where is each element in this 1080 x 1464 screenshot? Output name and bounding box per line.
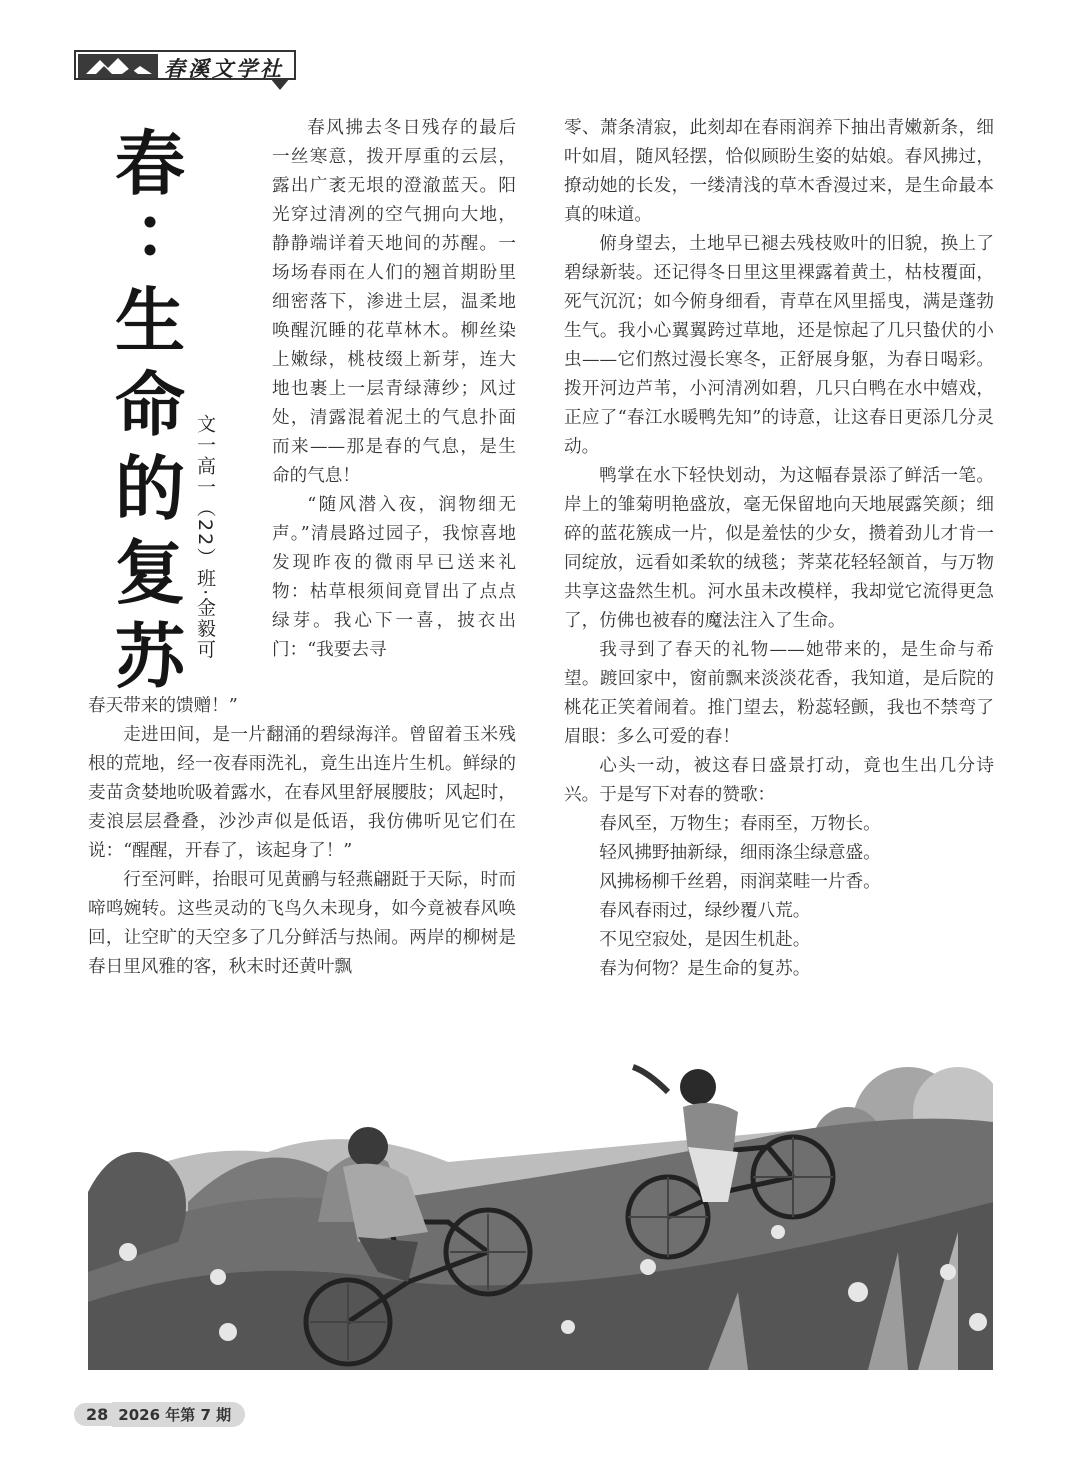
poem-line: 不见空寂处，是因生机赴。 bbox=[599, 930, 811, 950]
title-char-5: 复 bbox=[115, 531, 185, 614]
title-char-2: 生 bbox=[115, 279, 185, 362]
cycling-illustration bbox=[88, 1052, 993, 1370]
paragraph: 春风拂去冬日残存的最后一丝寒意，拨开厚重的云层，露出广袤无垠的澄澈蓝天。阳光穿过清冽的空气拥向大地，静静端详着天地间的苏醒。一场场春雨在人们的翘首期盼里细密落下，渗进土层，温柔地唤醒沉睡的花草林木。柳丝染上嫩绿，桃枝缀上新芽，连大地也裹上一层青绿薄纱；风过处，清露混着泥土的气息扑面而来——那是春的气息，是生命的气息！ bbox=[272, 118, 516, 486]
paragraph: 零、萧条清寂，此刻却在春雨润养下抽出青嫩新条，细叶如眉，随风轻摆，恰似顾盼生姿的姑娘。春风拂过，撩动她的长发，一缕清浅的草木香漫过来，是生命最本真的味道。 bbox=[564, 118, 994, 225]
poem-line: 春为何物？是生命的复苏。 bbox=[599, 959, 811, 979]
title-char-3: 命 bbox=[115, 363, 185, 446]
column-name: 春溪文学社 bbox=[164, 56, 284, 81]
paragraph: 俯身望去，土地早已褪去残枝败叶的旧貌，换上了碧绿新装。还记得冬日里这里裸露着黄土，枯枝覆面，死气沉沉；如今俯身细看，青草在风里摇曳，满是蓬勃生气。我小心翼翼跨过草地，还是惊起了几只蛰伏的小虫——它们熬过漫长寒冬，正舒展身躯，为春日喝彩。拨开河边芦苇，小河清冽如碧，几只白鸭在水中嬉戏，正应了“春江水暖鸭先知”的诗意，让这春日更添几分灵动。 bbox=[564, 234, 994, 457]
page-footer bbox=[74, 1402, 245, 1428]
paragraph: 行至河畔，抬眼可见黄鹂与轻燕翩跹于天际，时而啼鸣婉转。这些灵动的飞鸟久未现身，如今竟被春风唤回，让空旷的天空多了几分鲜活与热闹。两岸的柳树是春日里风雅的客，秋末时还黄叶飘 bbox=[88, 870, 516, 977]
page-number: 28 bbox=[74, 1403, 116, 1426]
poem-line: 春风至，万物生；春雨至，万物长。 bbox=[599, 814, 881, 834]
column-1-top bbox=[272, 114, 516, 665]
paragraph: 鸭掌在水下轻快划动，为这幅春景添了鲜活一笔。岸上的雏菊明艳盛放，毫无保留地向天地展露笑颜；细碎的蓝花簇成一片，似是羞怯的少女，攒着劲儿才肯一同绽放，远看如柔软的绒毯；荠菜花轻轻颔首，与万物共享这盎然生机。河水虽未改模样，我却觉它流得更急了，仿佛也被春的魔法注入了生命。 bbox=[564, 466, 994, 631]
column-1-bottom bbox=[88, 692, 516, 982]
column-header bbox=[74, 50, 304, 90]
column-header-box bbox=[74, 50, 296, 80]
poem bbox=[564, 810, 994, 984]
column-2 bbox=[564, 114, 994, 984]
poem-line: 春风春雨过，绿纱覆八荒。 bbox=[599, 901, 811, 921]
title-colon bbox=[110, 208, 190, 271]
paragraph: 走进田间，是一片翻涌的碧绿海洋。曾留着玉米残根的荒地，经一夜春雨洗礼，竟生出连片生机。鲜绿的麦苗贪婪地吮吸着露水，在春风里舒展腰肢；风起时，麦浪层层叠叠，沙沙声似是低语，我仿佛听见它们在说：“醒醒，开春了，该起身了！” bbox=[88, 725, 516, 861]
column-header-tail bbox=[270, 78, 290, 90]
paragraph: 春天带来的馈赠！” bbox=[88, 696, 238, 716]
poem-line: 轻风拂野抽新绿，细雨涤尘绿意盛。 bbox=[599, 843, 881, 863]
title-colon-mark bbox=[140, 208, 160, 262]
mountain-logo-icon bbox=[78, 54, 158, 78]
title-char-1: 春 bbox=[115, 122, 185, 205]
issue-label: 2026 年第 7 期 bbox=[112, 1402, 245, 1427]
title-char-6: 苏 bbox=[115, 615, 185, 698]
paragraph: 我寻到了春天的礼物——她带来的，是生命与希望。踱回家中，窗前飘来淡淡花香，我知道，是后院的桃花正笑着闹着。推门望去，粉蕊轻颤，我也不禁弯了眉眼：多么可爱的春！ bbox=[564, 640, 994, 747]
paragraph: “随风潜入夜，润物细无声。”清晨路过园子，我惊喜地发现昨夜的微雨早已送来礼物：枯草根须间竟冒出了点点绿芽。我心下一喜，披衣出门：“我要去寻 bbox=[272, 495, 516, 660]
poem-line: 风拂杨柳千丝碧，雨润菜畦一片香。 bbox=[599, 872, 881, 892]
title-char-4: 的 bbox=[115, 447, 185, 530]
paragraph: 心头一动，被这春日盛景打动，竟也生出几分诗兴。于是写下对春的赞歌： bbox=[564, 756, 994, 805]
article-title bbox=[110, 122, 190, 699]
author-byline: 文一高一（22）班·金毅可 bbox=[194, 414, 216, 661]
